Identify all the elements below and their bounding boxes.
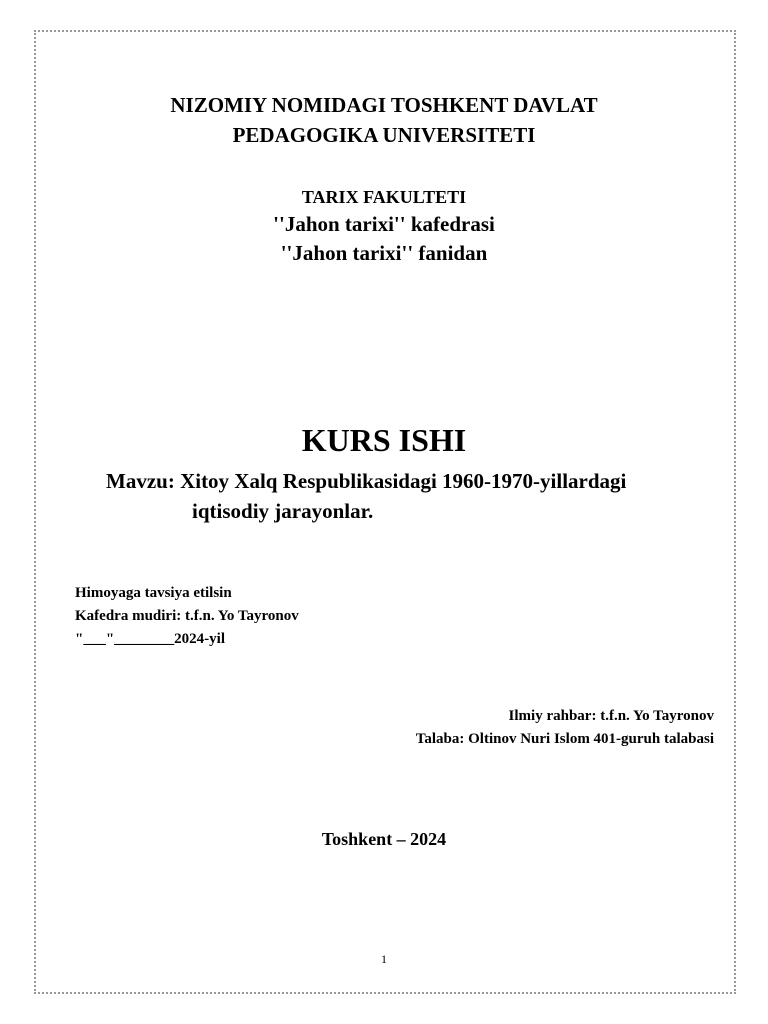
university-name-line-2: PEDAGOGIKA UNIVERSITETI: [232, 123, 536, 147]
subject-name: ''Jahon tarixi'' fanidan: [280, 241, 488, 265]
approval-recommendation: Himoyaga tavsiya etilsin: [75, 585, 232, 601]
approval-date-line: "___"________2024-yil: [75, 631, 225, 647]
topic-line-2: iqtisodiy jarayonlar.: [192, 499, 374, 523]
document-type-title: KURS ISHI: [301, 422, 467, 458]
department-name: ''Jahon tarixi'' kafedrasi: [273, 212, 495, 236]
faculty-name: TARIX FAKULTETI: [301, 187, 467, 207]
topic-line-1: Mavzu: Xitoy Xalq Respublikasidagi 1960-1970-yillardagi: [106, 469, 627, 493]
city-year: Toshkent – 2024: [321, 829, 447, 849]
page-number: 1: [381, 952, 387, 966]
supervisor-line: Ilmiy rahbar: t.f.n. Yo Tayronov: [508, 708, 714, 724]
department-head: Kafedra mudiri: t.f.n. Yo Tayronov: [75, 608, 299, 624]
student-line: Talaba: Oltinov Nuri Islom 401-guruh talabasi: [415, 731, 714, 747]
university-name-line-1: NIZOMIY NOMIDAGI TOSHKENT DAVLAT: [170, 93, 598, 117]
